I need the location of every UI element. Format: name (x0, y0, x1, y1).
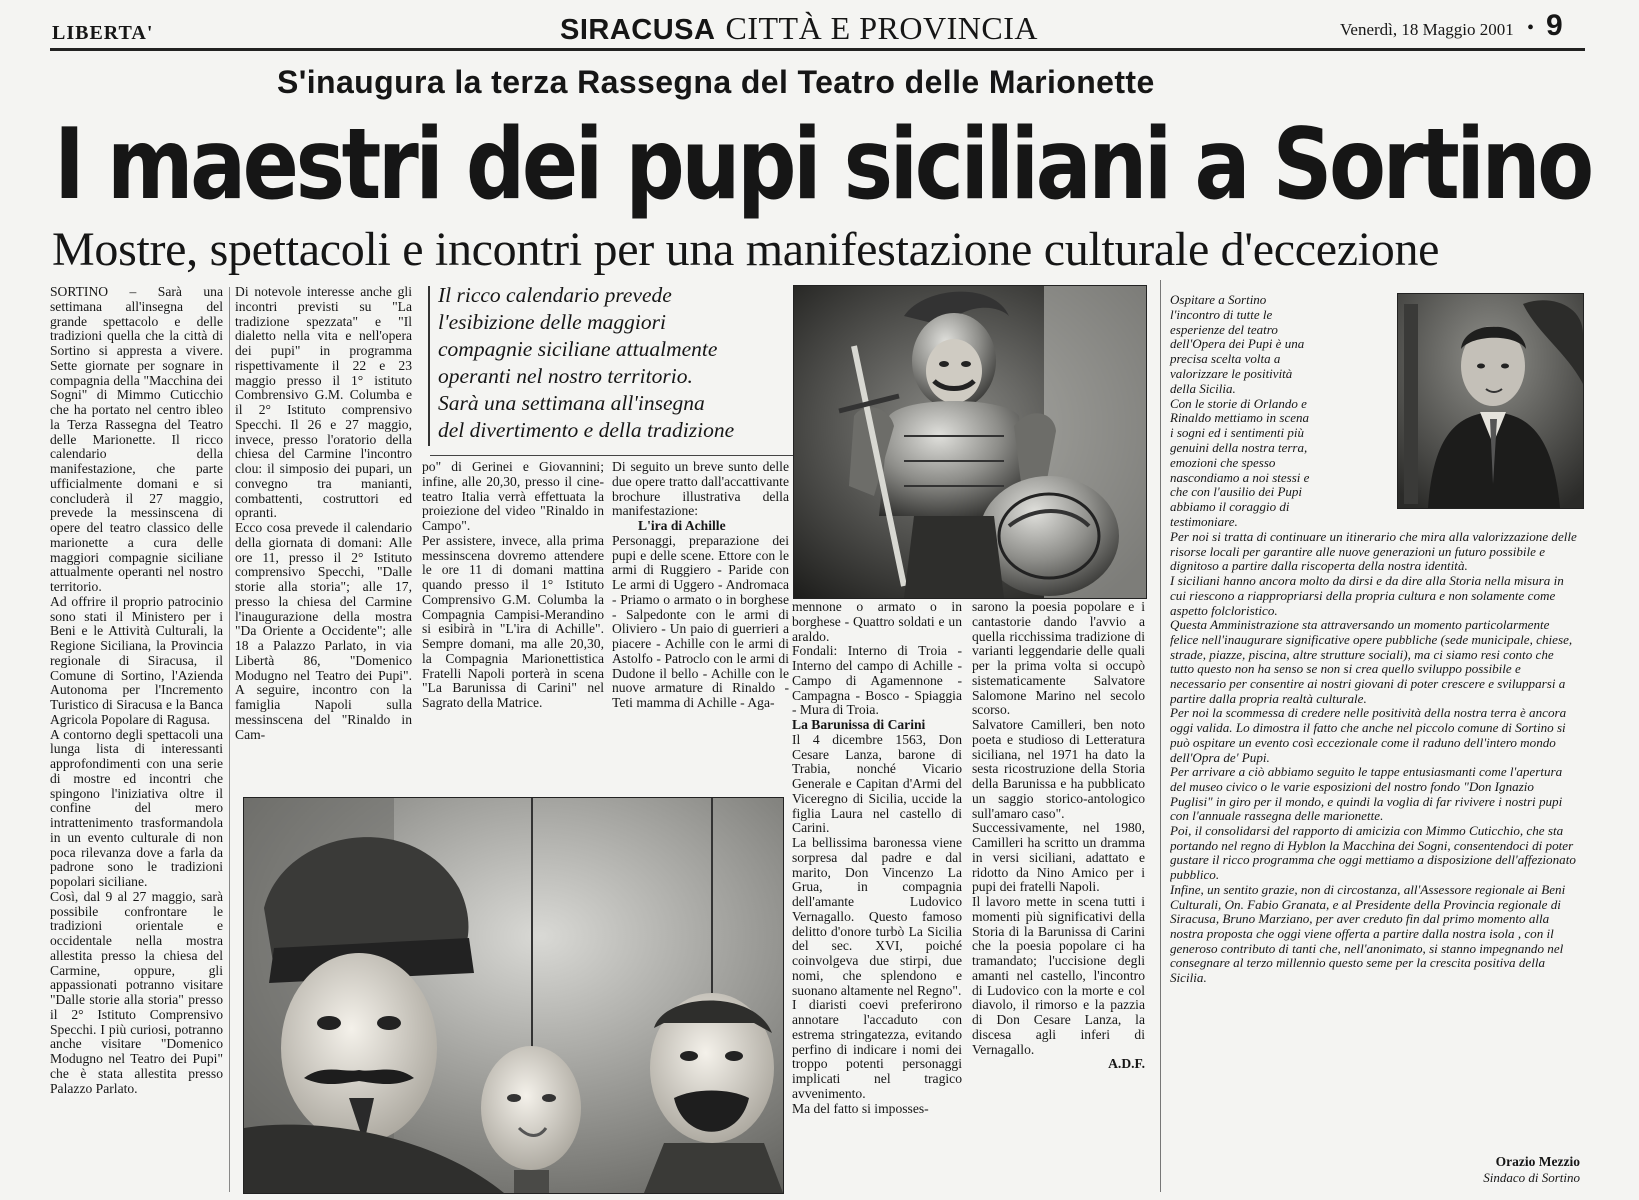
sidebar-intro-line: l'incontro di tutte le (1170, 306, 1273, 322)
paragraph: A contorno degli spettacoli una lunga lista di interessanti approfondimenti con una serie di mostre ed incontri che spingono l'iniziativa oltre il confine del mero intrattenimento trasformandola in un evento culturale di non poca rilevanza dove a farla da padrone sono le tradizioni popolari siciliane. (50, 726, 223, 889)
mayor-portrait-image (1398, 294, 1583, 508)
sidebar-body (1170, 530, 1578, 1150)
subtitle: Mostre, spettacoli e incontri per una manifestazione culturale d'eccezione (52, 223, 1440, 276)
paragraph: Per assistere, invece, alla prima messinscena dovremo attendere le ore 11 di domani mattina quando presso il 1° Istituto Comprensivo G.M. Columba la Compagnia Campisi-Merandino si esibirà in "L'ira di Achille". Sempre domani, ma alle 20,30, la Compagnia Marionettistica Fratelli Napoli porterà in scena "La Barunissa di Carini" nel Sagrato della Matrice. (422, 532, 604, 710)
paragraph: Per noi la scommessa di credere nelle positività della nostra terra è ancora oggi valida. Lo dimostra il fatto che anche nel piccolo comune di Sortino si può ospitare un evento così eccezionale come il raduno dell'intero mondo dell'Opra de' Pupi. (1170, 705, 1567, 765)
paragraph: Poi, il consolidarsi del rapporto di amicizia con Mimmo Cuticchio, che sta portando nel regno di Hyblon la Macchina dei Sogni, consentendoci di poter gustare il ricco programma che oggi mettiamo a disposizione dell'affezionato pubblico. (1170, 823, 1576, 883)
paragraph: mennone o armato o in borghese - Quattro soldati e un araldo. (792, 600, 962, 644)
bullet-separator: • (1527, 17, 1535, 39)
pullquote-text (438, 282, 734, 444)
paragraph: Personaggi, preparazione dei pupi e delle scene. Ettore con le armi di Ruggiero - Paride con Le armi di Uggero - Andromaca - Priamo o armato o in borghese - Salpedonte con le armi di Oliviero - Un paio di guerrieri a piacere - Achille con le armi di Astolfo - Patroclo con le armi di Dudone il bello - Achille con le nuove armature di Rinaldo - Teti mamma di Achille - Aga- (612, 532, 789, 710)
paragraph: Per noi si tratta di continuare un itinerario che mira alla valorizzazione delle risorse locali per garantire alle nuove generazioni un futuro possibile e dignitoso a partire dalla riscoperta della nostra identità. (1170, 530, 1577, 574)
page-number: 9 (1546, 9, 1563, 42)
paragraph: Questa Amministrazione sta attraversando un momento particolarmente felice nell'inaugurare significative opere pubbliche (sede municipale, chiese, strade, piazze, piscina, altre strutture sociali), ma ci siamo resi conto che tutto questo non ha senso se non si crea quello sviluppo possibile e necessario per consentire ai nostri giovani di poter crescere e svilupparsi a partire dalla propria realtà culturale. (1170, 617, 1573, 706)
paragraph: Di notevole interesse anche gli incontri previsti su "La tradizione spezzata" e "Il dialetto nella vita e nell'opera dei pupi" in programma rispettivamente il 22 e 23 maggio presso il 1° istituto Combrensivo G.M. Columba e il 2° Istituto comprensivo Specchi. Il 26 e 27 maggio, invece, presso l'oratorio della chiesa del Carmine l'incontro clou: il simposio dei pupari, un convegno tra manianti, combattenti, costruttori ed opranti. (235, 285, 412, 521)
paragraph: I siciliani hanno ancora molto da dirsi e da dire alla Storia nella misura in cui riescono a riappropriarsi della propria cultura e non solamente come aspetto folcloristico. (1170, 573, 1564, 618)
issue-date: Venerdì, 18 Maggio 2001 (1340, 20, 1514, 39)
section-rest: CITTÀ E PROVINCIA (725, 10, 1038, 46)
sidebar-intro-line: Con le storie di Orlando e (1170, 395, 1307, 411)
pullquote-line: Sarà una settimana all'insegna (438, 391, 705, 415)
sidebar-intro-line: esperienze del teatro (1170, 321, 1278, 337)
article-column-3 (422, 460, 604, 780)
knight-puppet-image (794, 286, 1146, 598)
pullquote-line: compagnie siciliane attualmente (438, 337, 718, 361)
sidebar-intro-line: emozioni che spesso (1170, 454, 1276, 470)
sidebar-intro-line: testimoniare. (1170, 513, 1238, 529)
paragraph: I diaristi coevi preferirono annotare l'accaduto con estrema stringatezza, evitando perfino di indicare i nomi dei troppo potenti personaggi implicati nel tragico avvenimento. (792, 997, 962, 1101)
puppets-photo (243, 797, 784, 1194)
sidebar-intro-line: Ospitare a Sortino (1170, 292, 1267, 307)
article-column-2 (235, 285, 412, 780)
pullquote-line: l'esibizione delle maggiori (438, 310, 666, 334)
masthead (0, 0, 1639, 55)
paragraph: Così, dal 9 al 27 maggio, sarà possibile confrontare le tradizioni orientale e occidentale nella mostra allestita presso la chiesa del Carmine, oppure, gli appassionati potranno visitare "Dalle storie alla storia" presso il 2° Istituto Comprensivo Specchi. I più curiosi, potranno anche visitare "Domenico Modugno nel Teatro dei Pupi" che è stata allestita presso Palazzo Parlato. (50, 888, 223, 1096)
sidebar-intro-line: genuini della nostra terra, (1170, 439, 1308, 455)
sidebar-intro-line: Rinaldo mettiamo in scena (1170, 410, 1310, 426)
sidebar-intro-line: precisa scelta volta a (1170, 351, 1281, 367)
pullquote-line: operanti nel nostro territorio. (438, 364, 693, 388)
article-column-1 (50, 285, 223, 1195)
paragraph: po" di Gerinei e Giovannini; infine, alle 20,30, presso il cine-teatro Italia verrà effettuata la proiezione del video "Rinaldo in Campo". (422, 460, 604, 533)
pullquote-bottom-rule (430, 455, 815, 456)
section-title (560, 10, 1038, 47)
pullquote-line: del divertimento e della tradizione (438, 418, 735, 442)
paragraph: SORTINO – Sarà una settimana all'insegna del grande spettacolo e delle tradizioni quella che la città di Sortino si appresta a vivere. Sette giornate per sognare in compagnia della "Macchina dei Sogni" di Mimmo Cuticchio che ha portato nel centro ibleo la Terza Rassegna del Teatro delle Marionette. Il ricco calendario della manifestazione, che parte ufficialmente domani e si concluderà il 27 maggio, prevede la messinscena di opere del teatro classico delle marionette a cura delle maggiori compagnie siciliane attualmente operanti nel nostro territorio. (50, 285, 223, 594)
sidebar-border (1160, 280, 1161, 1192)
main-headline: I maestri dei pupi siciliani a Sortino (54, 107, 1591, 222)
newspaper-name: LIBERTA' (52, 22, 154, 44)
sidebar-intro-line: nascondiamo a noi stessi e (1170, 469, 1310, 485)
pullquote (428, 282, 818, 452)
paragraph: Salvatore Camilleri, ben noto poeta e studioso di Letteratura siciliana, nel 1971 ha dato la sesta ricostruzione della Storia della Barunissa e ha pubblicato un saggio storico-antologico sull'amaro caso". (972, 717, 1145, 821)
sidebar-author: Orazio Mezzio (1495, 1154, 1580, 1169)
sidebar-intro-line: i sogni ed i sentimenti più (1170, 425, 1304, 441)
mayor-portrait (1397, 293, 1584, 509)
kicker: S'inaugura la terza Rassegna del Teatro delle Marionette (277, 64, 1155, 100)
section-heading: L'ira di Achille (638, 518, 726, 533)
paragraph: Infine, un sentito grazie, non di circostanza, all'Assessore regionale ai Beni Culturali, On. Fabio Granata, e al Presidente della Provincia regionale di Siracusa, Bruno Marziano, per aver creduto fin dal primo momento alla nostra proposta che oggi viene offerta a partire dalla nostra isola , con il generoso contributo di tanti che, nell'anonimato, si stanno impegnando nel consegnare al terzo millennio questo seme per la crescita positiva della Sicilia. (1170, 881, 1566, 986)
paragraph: Fondali: Interno di Troia - Interno del campo di Achille - Campo di Agamennone - Campagna - Bosco - Spiaggia - Mura di Troia. (792, 643, 962, 718)
paragraph: Ecco cosa prevede il calendario della giornata di domani: Alle ore 11, presso il 2° Istituto comprensivo Specchi, "Dalle storie alla storia"; alle 17, presso la chiesa del Carmine l'inaugurazione della mostra "Da Oriente a Occidente"; alle 18 a Palazzo Parlato, in via Libertà 86, "Domenico Modugno nel Teatro dei Pupi". A seguire, incontro con la famiglia Napoli sulla messinscena del "Rinaldo in Cam- (235, 520, 412, 742)
paragraph: Di seguito un breve sunto delle due opere tratto dall'accattivante brochure illustrativa della manifestazione: (612, 460, 789, 519)
column-divider (229, 287, 230, 1192)
sidebar-author-role: Sindaco di Sortino (1483, 1170, 1580, 1185)
paragraph: Per arrivare a ciò abbiamo seguito le tappe entusiasmanti come l'apertura del museo civico o le varie esposizioni del nostro fondo "Don Ignazio Puglisi" in giro per il mondo, e quindi la voglia di far rivivere i nostri pupi con l'annuale rassegna delle marionette. (1170, 764, 1563, 824)
section-heading: La Barunissa di Carini (792, 717, 926, 732)
sidebar-intro-line: valorizzare le positività (1170, 365, 1293, 381)
article-column-4 (612, 460, 789, 780)
paragraph: Il 4 dicembre 1563, Don Cesare Lanza, barone di Trabia, nonché Vicario Generale e Capitan d'Armi del Viceregno di Sicilia, uccide la figlia Laura nel castello di Carini. (792, 731, 962, 836)
sidebar-intro-line: abbiamo il coraggio di (1170, 499, 1290, 515)
dateline: SORTINO – (50, 285, 137, 299)
paragraph: Ma del fatto si imposses- (792, 1100, 929, 1116)
sidebar-intro-line: dell'Opera dei Pupi è una (1170, 336, 1305, 352)
section-city: SIRACUSA (560, 14, 716, 46)
pullquote-bar (428, 286, 430, 446)
sidebar-intro-line: che con l'ausilio dei Pupi (1170, 484, 1303, 500)
article-column-6 (972, 600, 1145, 1195)
knight-puppet-photo (793, 285, 1147, 599)
article-column-5 (792, 600, 962, 1195)
paragraph: sarono la poesia popolare e i cantastorie dando l'avvio a quella ricchissima tradizione di varianti leggendarie delle quali per la prima volta si occupò sistematicamente Salvatore Salomone Marino nel secolo scorso. (972, 600, 1145, 718)
paragraph: Il lavoro mette in scena tutti i momenti più significativi della Storia di la Barunissa di Carini che la poesia popolare ci ha tramandato; l'uccisione degli amanti nel castello, l'incontro di Ludovico con la morte e col diavolo, il rimorso e la pazzia di Don Cesare Lanza, la discesa agli inferi di Vernagallo. (972, 894, 1145, 1057)
paragraph: Successivamente, nel 1980, Camilleri ha scritto un dramma in versi siciliani, adattato e ridotto da Nino Amico per i pupi dei fratelli Napoli. (972, 820, 1145, 895)
masthead-rule (50, 48, 1585, 51)
paragraph: La bellissima baronessa viene sorpresa dal padre e dal marito, Don Vincenzo La Grua, in compagnia dell'amante Ludovico Vernagallo. Questo famoso delitto d'onore turbò La Sicilia del sec. XVI, poiché coinvolgeva due stirpi, due nomi, che splendono e suonano altamente nel Regno". (792, 835, 962, 998)
sidebar-intro (1170, 293, 1395, 530)
puppets-photo-image (244, 798, 783, 1193)
article-signature: A.D.F. (1108, 1056, 1145, 1072)
sidebar-intro-line: della Sicilia. (1170, 380, 1236, 396)
pullquote-line: Il ricco calendario prevede (438, 283, 672, 307)
paragraph: Ad offrire il proprio patrocinio sono stati il Ministero per i Beni e le Attività Culturali, la Regione Siciliana, la Provincia regionale di Siracusa, il Comune di Sortino, l'Azienda Autonoma per l'Incremento Turistico di Siracusa e la Banca Agricola Popolare di Ragusa. (50, 593, 223, 727)
